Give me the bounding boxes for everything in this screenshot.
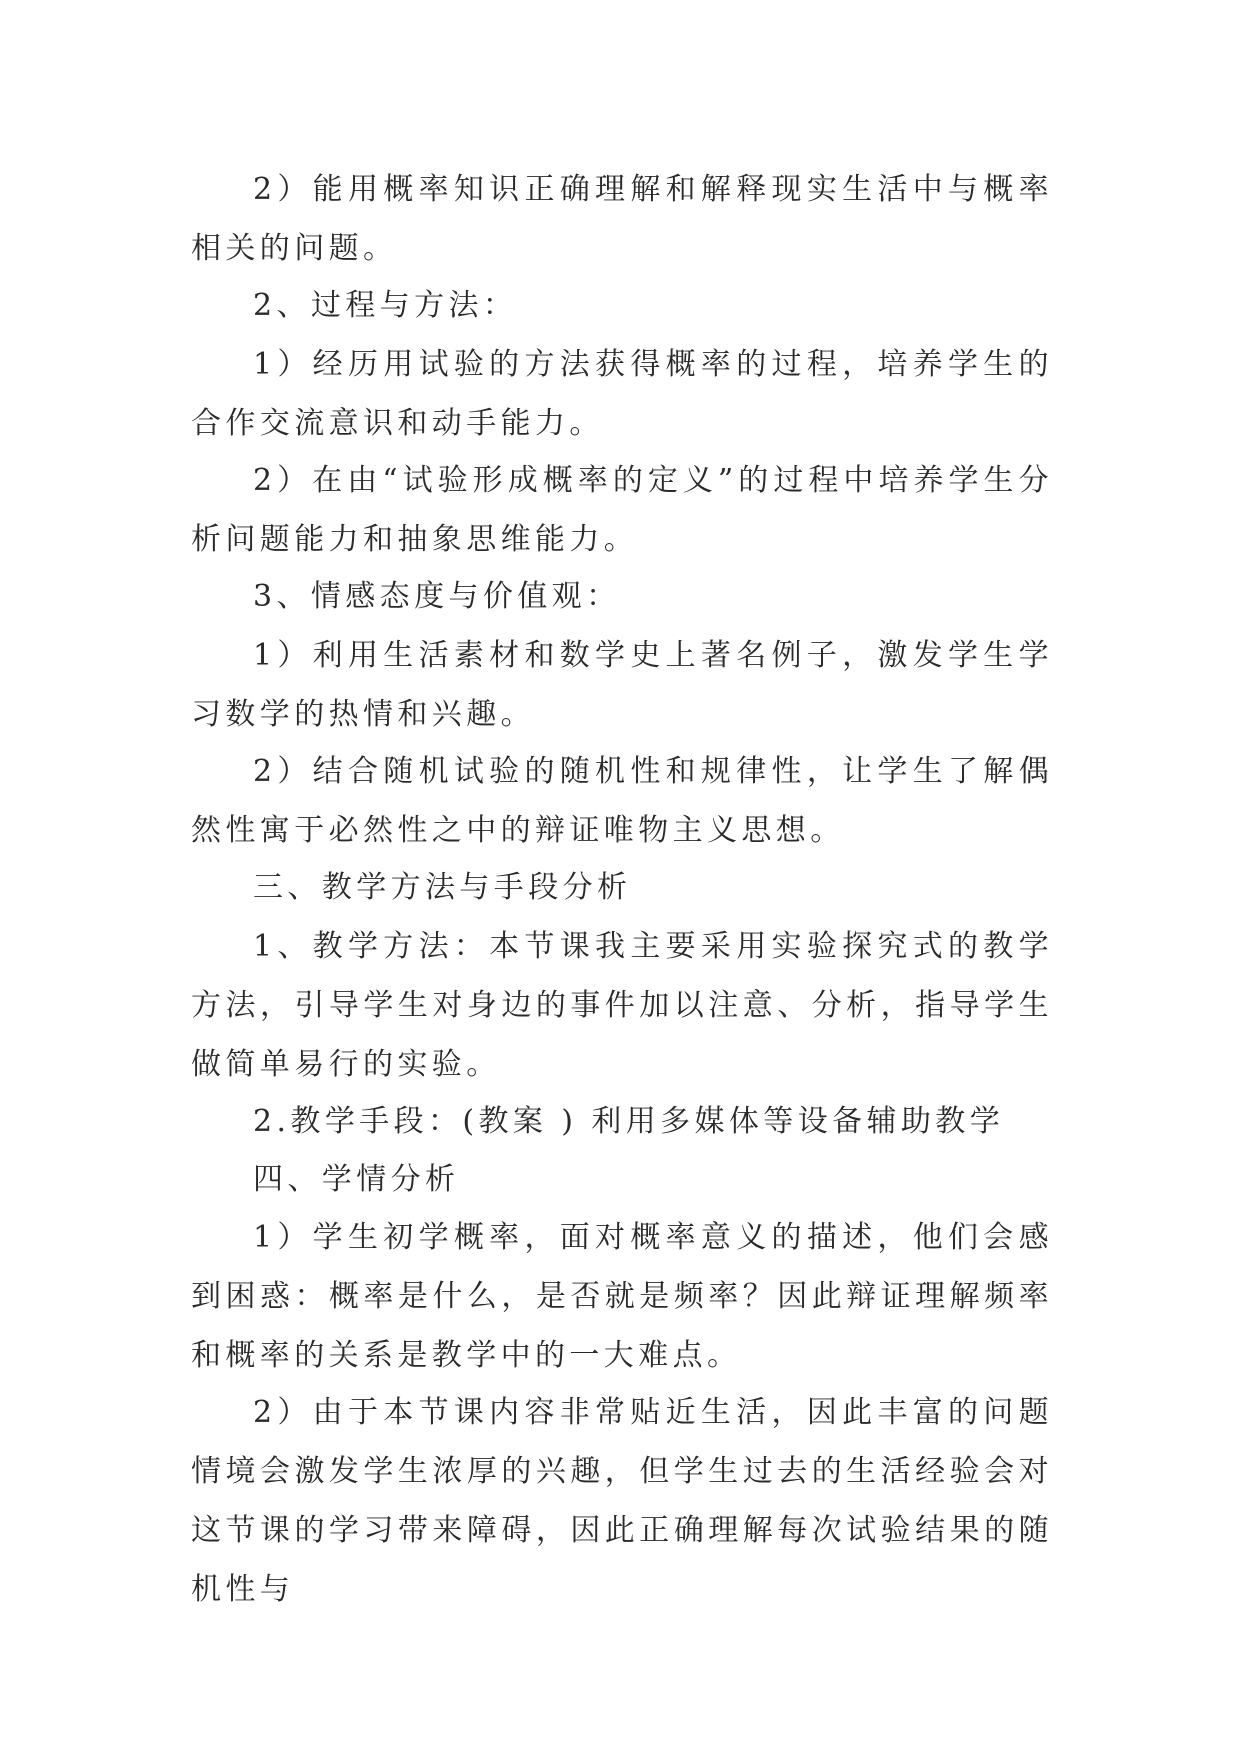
paragraph-objective-2: 2）能用概率知识正确理解和解释现实生活中与概率相关的问题。 <box>191 172 1053 266</box>
heading-process-and-method: 2、过程与方法： <box>253 288 518 323</box>
heading-emotion-and-values: 3、情感态度与价值观： <box>253 579 621 614</box>
paragraph-process-2: 2）在由“试验形成概率的定义”的过程中培养学生分析问题能力和抽象思维能力。 <box>191 463 1053 557</box>
heading-student-analysis: 四、学情分析 <box>253 1162 460 1197</box>
paragraph-student-analysis-2: 2）由于本节课内容非常贴近生活，因此丰富的问题情境会激发学生浓厚的兴趣，但学生过去的生活经验会对这节课的学习带来障碍，因此正确理解每次试验结果的随机性与 <box>191 1395 1053 1607</box>
paragraph-emotion-2: 2）结合随机试验的随机性和规律性，让学生了解偶然性寓于必然性之中的辩证唯物主义思想。 <box>191 754 1053 848</box>
paragraph-student-analysis-1: 1）学生初学概率，面对概率意义的描述，他们会感到困惑：概率是什么，是否就是频率？因此辩证理解频率和概率的关系是教学中的一大难点。 <box>191 1220 1053 1373</box>
paragraph-teaching-method: 1、教学方法：本节课我主要采用实验探究式的教学方法，引导学生对身边的事件加以注意、分析，指导学生做简单易行的实验。 <box>191 929 1053 1082</box>
paragraph-process-1: 1）经历用试验的方法获得概率的过程，培养学生的合作交流意识和动手能力。 <box>191 347 1053 441</box>
heading-teaching-methods: 三、教学方法与手段分析 <box>253 870 632 905</box>
paragraph-teaching-means: 2.教学手段：(教案 ) 利用多媒体等设备辅助教学 <box>253 1104 1005 1139</box>
paragraph-emotion-1: 1）利用生活素材和数学史上著名例子，激发学生学习数学的热情和兴趣。 <box>191 638 1053 732</box>
